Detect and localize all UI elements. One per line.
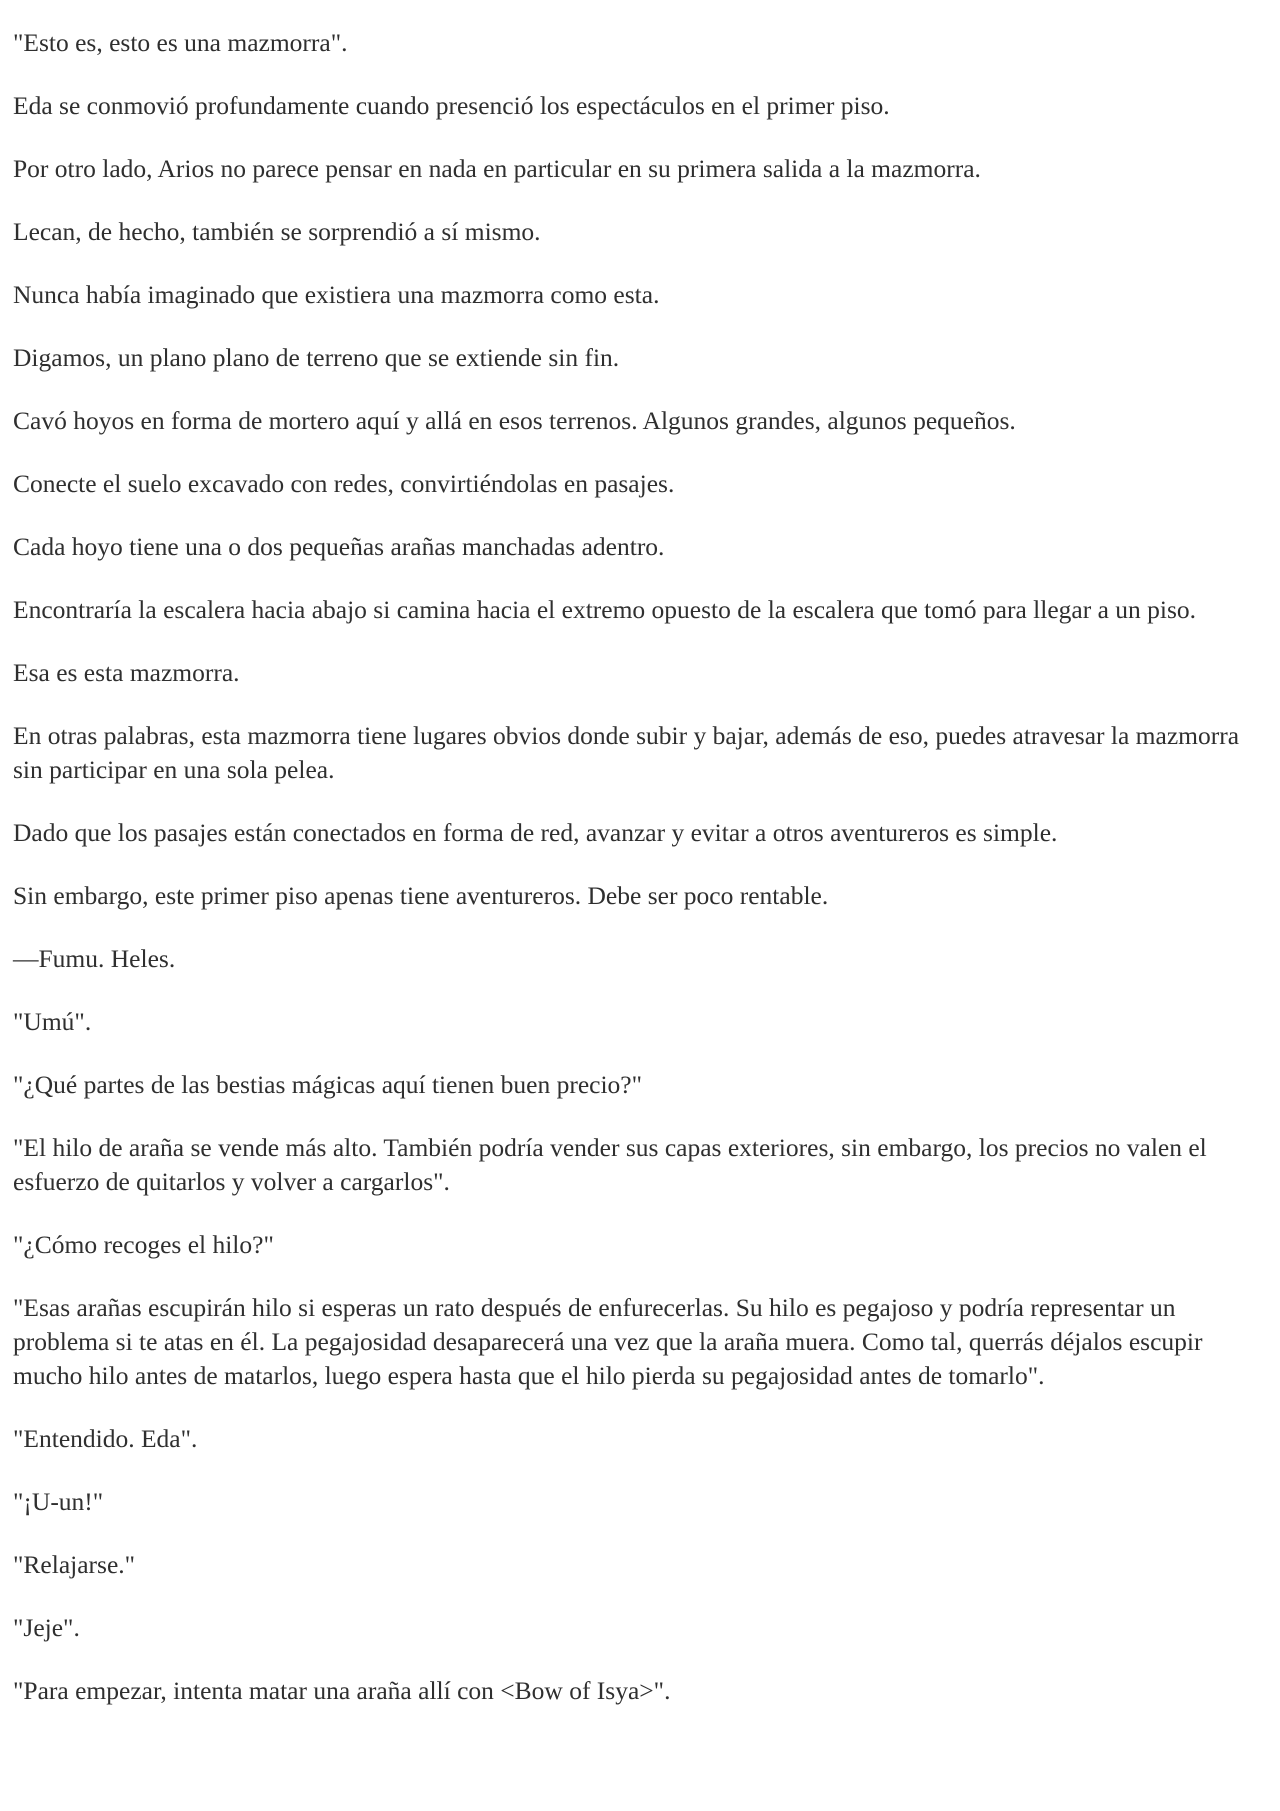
paragraph: Eda se conmovió profundamente cuando presenció los espectáculos en el primer piso. (13, 91, 890, 120)
paragraph: Esa es esta mazmorra. (13, 658, 240, 687)
paragraph: "Esto es, esto es una mazmorra". (13, 28, 348, 57)
paragraph: —Fumu. Heles. (13, 944, 176, 973)
paragraph: "Relajarse." (13, 1550, 136, 1579)
paragraph: Encontraría la escalera hacia abajo si camina hacia el extremo opuesto de la escalera que tomó para llegar a un piso. (13, 595, 1197, 624)
paragraph: Lecan, de hecho, también se sorprendió a sí mismo. (13, 217, 541, 246)
paragraph: "Entendido. Eda". (13, 1424, 198, 1453)
paragraph: "Para empezar, intenta matar una araña allí con <Bow of Isya>". (13, 1676, 671, 1705)
paragraph: Digamos, un plano plano de terreno que se extiende sin fin. (13, 343, 620, 372)
paragraph: "Esas arañas escupirán hilo si esperas un rato después de enfurecerlas. Su hilo es pegajoso y podría representar un problema si te atas en él. La pegajosidad desaparecerá una vez que la araña muera. Como tal, querrás déjalos escupir mucho hilo antes de matarlos, luego espera hasta que el hilo pierda su pegajosidad antes de tomarlo". (13, 1293, 1203, 1390)
paragraph: Por otro lado, Arios no parece pensar en nada en particular en su primera salida a la mazmorra. (13, 154, 981, 183)
paragraph: Cavó hoyos en forma de mortero aquí y allá en esos terrenos. Algunos grandes, algunos pequeños. (13, 406, 1016, 435)
paragraph: Conecte el suelo excavado con redes, convirtiéndolas en pasajes. (13, 469, 675, 498)
paragraph: "El hilo de araña se vende más alto. También podría vender sus capas exteriores, sin embargo, los precios no valen el esfuerzo de quitarlos y volver a cargarlos". (13, 1133, 1207, 1196)
paragraph: "¿Cómo recoges el hilo?" (13, 1230, 274, 1259)
paragraph: En otras palabras, esta mazmorra tiene lugares obvios donde subir y bajar, además de eso, puedes atravesar la mazmorra sin participar en una sola pelea. (13, 721, 1240, 784)
paragraph: "Umú". (13, 1007, 92, 1036)
paragraph: "¿Qué partes de las bestias mágicas aquí tienen buen precio?" (13, 1070, 643, 1099)
document-body (13, 26, 1268, 1737)
paragraph: Sin embargo, este primer piso apenas tiene aventureros. Debe ser poco rentable. (13, 881, 829, 910)
paragraph: Dado que los pasajes están conectados en forma de red, avanzar y evitar a otros aventureros es simple. (13, 818, 1058, 847)
paragraph: Nunca había imaginado que existiera una mazmorra como esta. (13, 280, 660, 309)
paragraph: "Jeje". (13, 1613, 80, 1642)
paragraph: "¡U-un!" (13, 1487, 104, 1516)
paragraph: Cada hoyo tiene una o dos pequeñas arañas manchadas adentro. (13, 532, 665, 561)
